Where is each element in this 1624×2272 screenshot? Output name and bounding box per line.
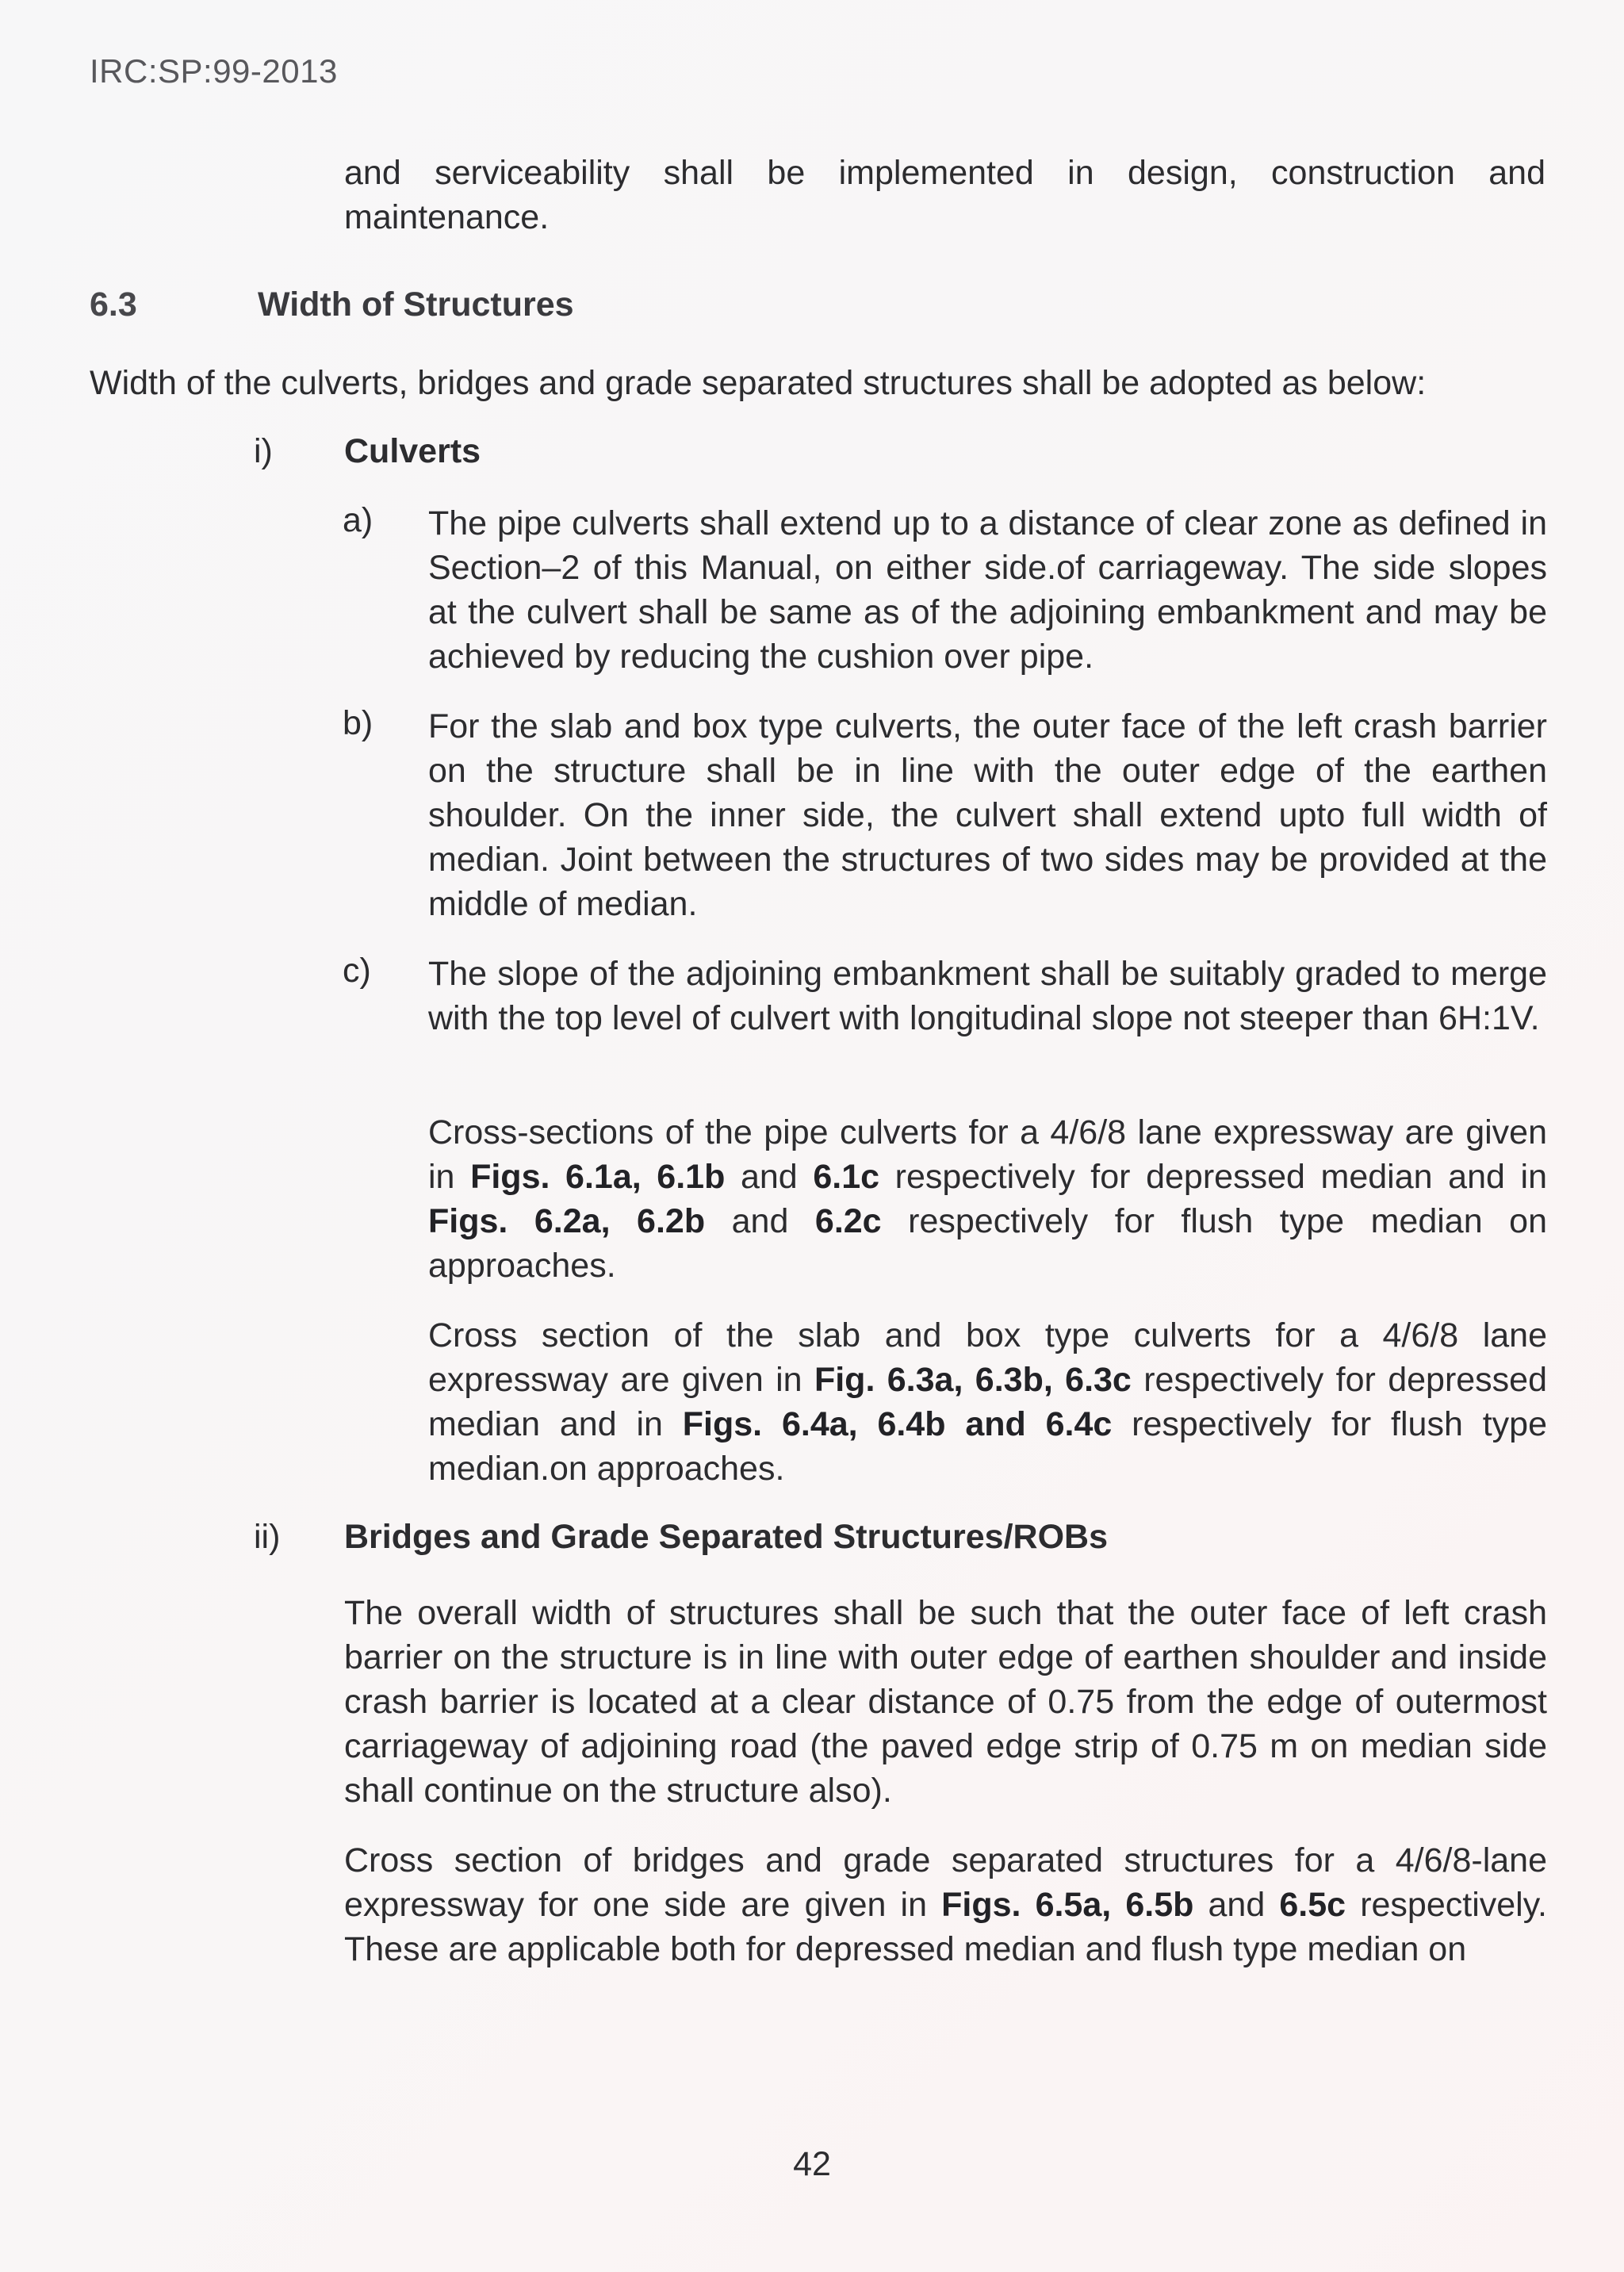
bridges-cross-section-paragraph: Cross section of bridges and grade separated structures for a 4/6/8-lane expressway for one side are given in Figs. 6.5a, 6.5b and 6.5c respectively. These are applicable both for depressed median and flush type median on (344, 1841, 1547, 1968)
page-number: 42 (793, 2145, 831, 2183)
item-a-letter: a) (343, 501, 373, 539)
item-c-text: The slope of the adjoining embankment shall be suitably graded to merge with the top level of culvert with longitudinal slope not steeper than 6H:1V. (428, 955, 1547, 1037)
document-code-header: IRC:SP:99-2013 (90, 52, 338, 90)
pipe-culvert-cross-section-paragraph: Cross-sections of the pipe culverts for a 4/6/8 lane expressway are given in Figs. 6.1a, 6.1b and 6.1c respectively for depressed median and in Figs. 6.2a, 6.2b and 6.2c respectively for flush type median on approaches. (428, 1113, 1548, 1285)
section-number: 6.3 (90, 285, 137, 324)
bridges-heading: Bridges and Grade Separated Structures/ROBs (344, 1518, 1109, 1556)
item-a-text: The pipe culverts shall extend up to a distance of clear zone as defined in Section–2 of this Manual, on either side.of carriageway. The side slopes at the culvert shall be same as of the adjoining embankment and may be achieved by reducing the cushion over pipe. (428, 504, 1547, 676)
item-c-letter: c) (343, 952, 371, 990)
section-lead-paragraph: Width of the culverts, bridges and grade separated structures shall be adopted as below: (90, 364, 1427, 402)
item-b-text: For the slab and box type culverts, the outer face of the left crash barrier on the structure shall be in line with the outer edge of the earthen shoulder. On the inner side, the culvert shall extend upto full width of median. Joint between the structures of two sides may be provided at the middle of median. (428, 707, 1547, 923)
bridges-width-paragraph: The overall width of structures shall be such that the outer face of left crash barrier on the structure is in line with outer edge of earthen shoulder and inside crash barrier is located at a clear distance of 0.75 from the edge of outermost carriageway of adjoining road (the paved edge strip of 0.75 m on median side shall continue on the structure also). (344, 1594, 1547, 1810)
culverts-numeral: i) (254, 432, 273, 470)
culverts-heading: Culverts (344, 432, 481, 470)
item-b-letter: b) (343, 704, 373, 742)
intro-continuation-paragraph: and serviceability shall be implemented in design, construction and maintenance. (344, 154, 1545, 236)
slab-box-cross-section-paragraph: Cross section of the slab and box type culverts for a 4/6/8 lane expressway are given in Fig. 6.3a, 6.3b, 6.3c respectively for depressed median and in Figs. 6.4a, 6.4b and 6.4c respectively for flush type median.on approaches. (428, 1316, 1548, 1488)
section-title: Width of Structures (258, 285, 574, 324)
bridges-numeral: ii) (254, 1518, 281, 1556)
